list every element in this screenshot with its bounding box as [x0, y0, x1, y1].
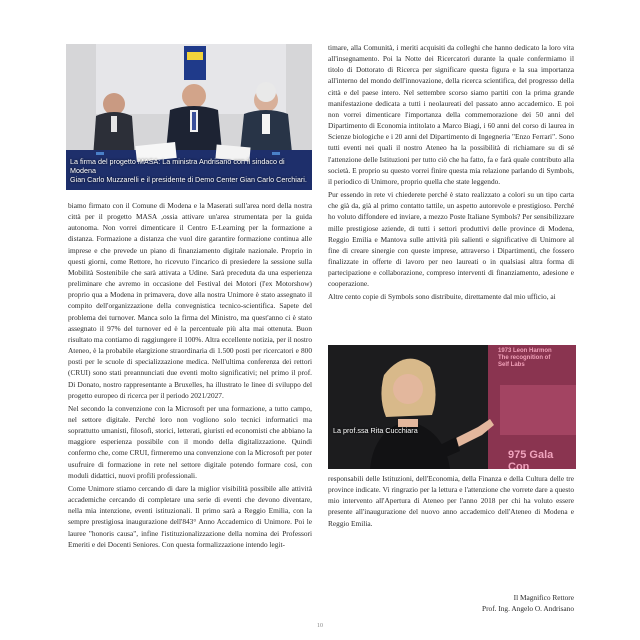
left-paragraph-3: Come Unimore stiamo cercando di dare la miglior visibilità possibile alle attività accademiche cercando di completare una serie di eventi che devono diventare, nella mia intenzione, eventi istituzionali. Il primo sarà a Reggio Emilia, con la sempre prestigiosa inaugurazione dell'843° Anno Accademico di Unimore. Poi le lauree "honoris causa", infine l'istituzionalizzazione della nomina dei Professori Emeriti e dei Docenti Seniores. Con questa formalizzazione intendo legit- — [68, 483, 312, 549]
signing-caption-line-1: La firma del progetto MASA: La ministra Andrisano con il sindaco di Modena — [70, 157, 285, 175]
screen-text-block — [498, 348, 552, 369]
signing-photo — [66, 44, 312, 190]
page-number: 10 — [317, 623, 323, 629]
screen-text-line-1: 1973 Leon Harmon — [498, 348, 552, 354]
signature-title: Il Magnifico Rettore — [513, 593, 574, 602]
screen-bottom-text: 975 Gala Con — [508, 449, 554, 469]
right-text-column-bottom — [328, 473, 574, 531]
speaker-photo — [328, 345, 576, 469]
right-paragraph-2: Pur essendo in rete vi chiederete perché è stato realizzato a colori su un tipo carta che già da, già al primo contatto tattile, un aspetto autorevole e prestigioso. Perché ho voluto diffondere ed inviare, a mezzo Poste Italiane Symbols? Per sensibilizzare mille prestigiose aziende, di tutti i settori produttivi delle province di Modena, Reggio Emilia e Mantova sulle attività più salienti e significative di Unimore al fine di creare sinergie con queste imprese, attraverso i Dipartimenti, che fossero finalizzate in offerte di lavoro per neo laureati o in qualsiasi altra forma di partecipazione e collaborazione, compreso interventi di finanziamento, adesione e cooperazione. — [328, 190, 574, 289]
signing-caption-line-2: Gian Carlo Muzzarelli e il presidente di Demo Center Gian Carlo Cerchiari. — [70, 175, 307, 184]
right-paragraph-3: Altre cento copie di Symbols sono distribuite, direttamente dal mio ufficio, ai — [328, 292, 556, 302]
signing-photo-caption — [70, 157, 310, 184]
signature-block — [374, 592, 574, 614]
screen-text-line-3: Self Labs — [498, 362, 525, 368]
speaker-photo-caption: La prof.ssa Rita Cucchiara — [333, 426, 418, 435]
left-paragraph-2: Nel secondo la convenzione con la Microsoft per una formazione, a tutto campo, nel settore digitale. Perché loro non vogliono solo tecnici informatici ma soprattutto umanisti, filosofi, storici, letterati, giuristi ed economisti che abbiano la maggiore esperienza possibile con il mondo della digitalizzazione. Quindi confermo che, come CRUI, firmeremo una convenzione con la Microsoft per poter usufruire di formazione in rete nel settore digitale potendo formare così, con moduli didattici, nuovi profili professionali. — [68, 403, 312, 480]
right-paragraph-1: timare, alla Comunità, i meriti acquisiti da colleghi che hanno dedicato la loro vita all'insegnamento. Poi la Notte dei Ricercatori durante la quale confermiamo il titolo di Dottorato di Ricerca per significare questa figura e la sua importanza all'interno del mondo dell'innovazione, della ricerca scientifica, del progresso della città e del paese intero. Nel settembre scorso siamo partiti con la prima grande manifestazione dedicata a tutti i neolaureati del passato anno accademico. E poi non vorrei dimenticare l'importanza della commemorazione dei 50 anni del Dipartimento di Economia intitolato a Marco Biagi, i 60 anni del corso di laurea in Scienze biologiche e i 20 anni del Dipartimento di Ingegneria "Enzo Ferrari". Sono tutti eventi nei quali il nostro Ateneo ha la possibilità di richiamare su di sé l'attenzione delle Istituzioni per tutto ciò che ha fatto, fa e farà quale contributo alla società. E proprio su questo vorrei finire questa mia relazione parlando di Symbols, il periodico di Unimore, proprio quella che state leggendo. — [328, 43, 574, 186]
left-paragraph-1: biamo firmato con il Comune di Modena e la Maserati sull'area nord della nostra città per il progetto MASA ,ossia attivare un'area strumentata per la guida autonoma. Non vorrei dimenticare il Centro E-Learning per la formazione a distanza. Formazione a distanza che vuol dire garantire formazione continua alle imprese e che prevede un piano di finanziamento digitale nazionale. Proprio in questi giorni, come Rettore, ho ricevuto l'incarico di presiedere la sessione sulla Mobilità Sostenibile che sarà attivata a Udine. Sarà preceduta da una esperienza preliminare che avremo in occasione del Festival dei Motori (l'ex Motorshow) proprio qua a Modena in primavera, dove alla nostra Unimore è stato assegnato il compito dell'organizzazione della convegnistica tecnico-scientifica. Sapete del problema dei turnover. Manca solo la firma del Ministro, ma quest'anno ci è stato assegnato il 97% del turnover ed è la percentuale più alta mai ottenuta. Buon risultato ma contiamo di raggiungere il 100%. Altra eccellente notizia, per il nostro Ateneo, è la probabile elargizione straordinaria di 1.500 posti per ricercatori e 800 posti per le scuole di specializzazione medica. Nell'ultima conferenza dei rettori (CRUI) sono stati preannunciati due eventi molto significativi; nel primo il prof. Di Donato, nostro rappresentante a Bruxelles, ha illustrato le linee di sviluppo del progetto europeo di ricerca per il periodo 2021/2027. — [68, 201, 312, 400]
right-paragraph-4: responsabili delle Istituzioni, dell'Economia, della Finanza e della Cultura delle tre province indicate. Vi ringrazio per la lettura e l'attenzione che vorrete dare a questo mio intervento all'Apertura di Ateneo per l'anno 2018 per chi ha voluto essere presente all'inaugurazione del nuovo anno accademico dell'Ateneo di Modena e Reggio Emilia. — [328, 474, 574, 528]
left-text-column — [68, 200, 312, 552]
screen-text-line-2: The recognition of — [498, 355, 551, 361]
right-text-column-top — [328, 42, 574, 305]
signature-name: Prof. Ing. Angelo O. Andrisano — [482, 604, 574, 613]
